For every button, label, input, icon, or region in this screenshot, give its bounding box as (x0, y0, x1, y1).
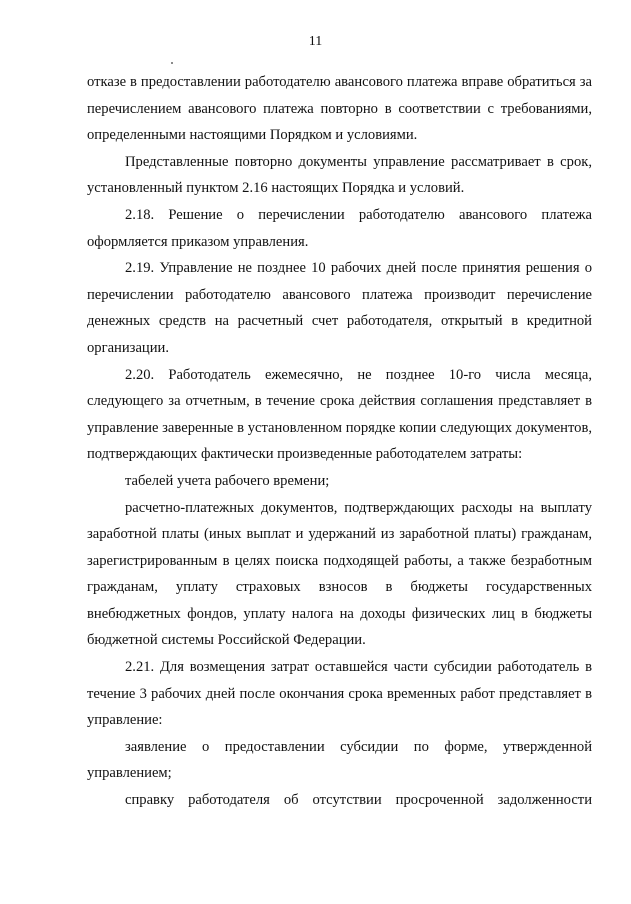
paragraph-2-20: 2.20. Работодатель ежемесячно, не позднее 10-го числа месяца, следующего за отчетным, в течение срока действия соглашения представляет в управление заверенные в установленном порядке копии следующих документов, подтверждающих фактически произведенные работодателем затраты: (87, 366, 592, 463)
paragraph-2-21: 2.21. Для возмещения затрат оставшейся части субсидии работодатель в течение 3 рабочих дней после окончания срока временных работ представляет в управление: (87, 659, 592, 729)
document-body (87, 69, 592, 814)
scan-speck (171, 62, 173, 64)
paragraph-2-18: 2.18. Решение о перечислении работодателю авансового платежа оформляется приказом управления. (87, 206, 592, 250)
list-item-timesheets: табелей учета рабочего времени; (125, 472, 330, 489)
paragraph-resubmitted-documents: Представленные повторно документы управление рассматривает в срок, установленный пунктом 2.16 настоящих Порядка и условий. (87, 153, 592, 197)
list-item-subsidy-application: заявление о предоставлении субсидии по форме, утвержденной управлением; (87, 738, 592, 782)
page-number: 11 (308, 34, 323, 49)
paragraph-2-19: 2.19. Управление не позднее 10 рабочих дней после принятия решения о перечислении работодателю авансового платежа производит перечисление денежных средств на расчетный счет работодателя, открытый в кредитной организации. (87, 260, 592, 356)
list-item-employer-certificate: справку работодателя об отсутствии просроченной задолженности (125, 792, 592, 809)
paragraph-refusal-continuation: отказе в предоставлении работодателю авансового платежа вправе обратиться за перечислением авансового платежа повторно в соответствии с требованиями, определенными настоящими Порядком и условиями. (87, 74, 592, 144)
list-item-payment-documents: расчетно-платежных документов, подтверждающих расходы на выплату заработной платы (иных выплат и удержаний из заработной платы) гражданам, зарегистрированным в целях поиска подходящей работы, а также безработным гражданам, уплату страховых взносов в бюджеты государственных внебюджетных фондов, уплату налога на доходы физических лиц в бюджеты бюджетной системы Российской Федерации. (87, 499, 592, 649)
